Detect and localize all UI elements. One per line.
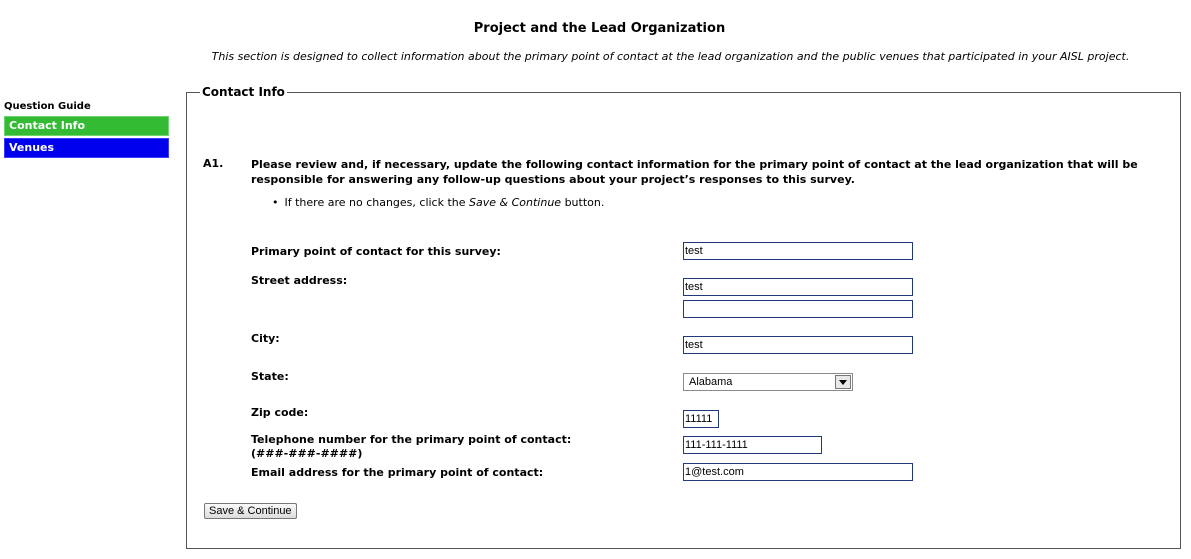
street-input-1[interactable]: test	[683, 278, 913, 296]
question-guide-title: Question Guide	[4, 101, 91, 112]
email-input[interactable]: 1@test.com	[683, 463, 913, 481]
zip-label: Zip code:	[251, 406, 309, 419]
save-continue-button[interactable]: Save & Continue	[204, 503, 297, 519]
chevron-down-icon[interactable]	[835, 375, 851, 389]
fieldset-legend: Contact Info	[202, 85, 285, 99]
zip-input[interactable]: 11111	[683, 410, 719, 428]
bullet-icon: •	[272, 196, 279, 209]
guide-item-contact-info[interactable]: Contact Info	[4, 116, 169, 136]
question-text: Please review and, if necessary, update the following contact information for the primary point of contact at the lead organization that will be responsible for answering any follow-up questions about your project’s responses to this survey.	[251, 158, 1138, 186]
instruction-prefix: If there are no changes, click the	[284, 196, 470, 209]
email-label: Email address for the primary point of contact:	[251, 466, 544, 479]
phone-format-hint: (###-###-####)	[251, 447, 363, 460]
street-input-2[interactable]	[683, 300, 913, 318]
instruction-suffix: button.	[561, 196, 605, 209]
state-selected-value: Alabama	[689, 376, 733, 388]
guide-item-venues[interactable]: Venues	[4, 138, 169, 158]
phone-input[interactable]: 111-111-1111	[683, 436, 822, 454]
city-input[interactable]: test	[683, 336, 913, 354]
phone-label: Telephone number for the primary point of contact:	[251, 433, 572, 446]
street-label: Street address:	[251, 274, 348, 287]
state-label: State:	[251, 370, 289, 383]
state-select[interactable]	[683, 373, 853, 391]
contact-input[interactable]: test	[683, 242, 913, 260]
page-title: Project and the Lead Organization	[473, 21, 726, 36]
contact-label: Primary point of contact for this survey:	[251, 245, 501, 258]
instruction-emphasis: Save & Continue	[469, 196, 562, 209]
intro-text: This section is designed to collect information about the primary point of contact at the lead organization and the public venues that participated in your AISL project.	[211, 50, 1130, 63]
city-label: City:	[251, 332, 280, 345]
instruction-bullet	[272, 196, 604, 209]
question-number: A1.	[203, 157, 224, 170]
